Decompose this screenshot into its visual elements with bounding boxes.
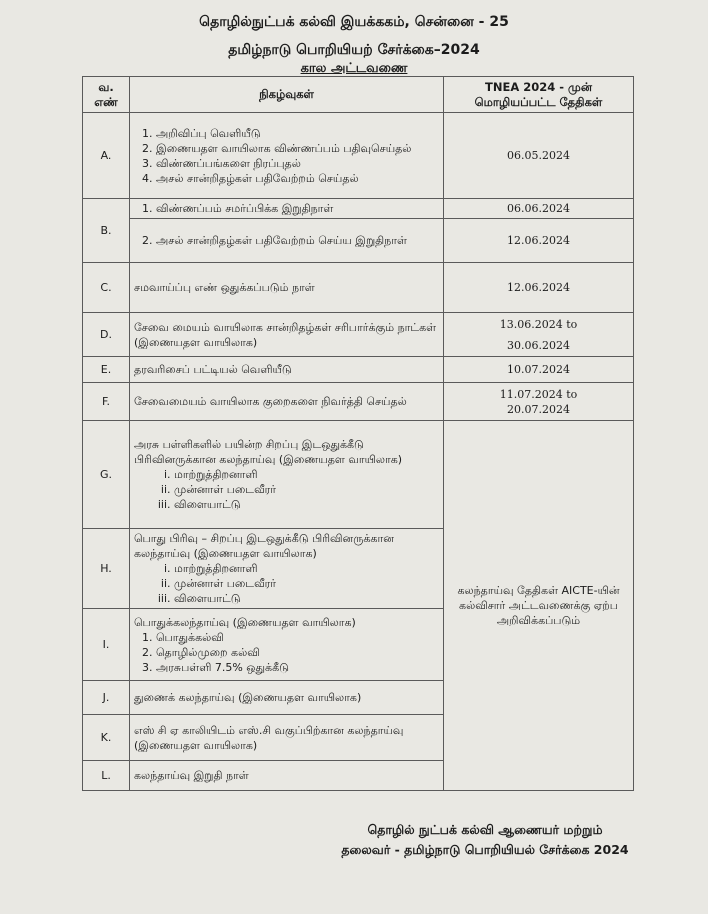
row-event-text: பொது பிரிவு – சிறப்பு இடஒதுக்கீடு பிரிவினருக்கான கலந்தாய்வு (இணையதள வாயிலாக) [134,532,394,560]
list-item: 2. தொழில்முறை கல்வி [156,645,439,660]
date-start: 11.07.2024 to [499,387,578,401]
row-code: H. [83,529,130,609]
row-event: சமவாய்ப்பு எண் ஒதுக்கப்படும் நாள் [130,263,444,313]
row-event: சேவை மையம் வாயிலாக சான்றிதழ்கள் சரிபார்க்கும் நாட்கள் (இணையதள வாயிலாக) [130,313,444,357]
list-item: i. மாற்றுத்திறனாளி [174,561,439,576]
header-sno: வ. எண் [83,77,130,113]
list-item: 2. இணையதள வாயிலாக விண்ணப்பம் பதிவுசெய்தல் [156,141,439,156]
row-event: துணைக் கலந்தாய்வு (இணையதள வாயிலாக) [130,681,444,715]
row-code: J. [83,681,130,715]
row-code: C. [83,263,130,313]
directorate-title: தொழில்நுட்பக் கல்வி இயக்ககம், சென்னை - 25 [199,14,509,30]
date-end: 30.06.2024 [507,338,570,352]
row-event: தரவரிசைப் பட்டியல் வெளியீடு [130,357,444,383]
row-date: 12.06.2024 [444,263,634,313]
row-event [130,199,444,219]
list-item: iii. விளையாட்டு [174,497,439,512]
table-row [83,263,634,313]
row-date: 10.07.2024 [444,357,634,383]
list-item: 3. அரசுபள்ளி 7.5% ஒதுக்கீடு [156,660,439,675]
row-event-text: பொதுக்கலந்தாய்வு (இணையதள வாயிலாக) [134,615,356,629]
header-date: TNEA 2024 - முன் மொழியப்பட்ட தேதிகள் [444,77,634,113]
list-item: i. மாற்றுத்திறனாளி [174,467,439,482]
date-end: 20.07.2024 [507,402,570,416]
list-item: 2. அசல் சான்றிதழ்கள் பதிவேற்றம் செய்ய இறுதிநாள் [156,233,439,248]
row-event [130,529,444,609]
header-event: நிகழ்வுகள் [130,77,444,113]
schedule-table [82,76,634,791]
row-code: L. [83,761,130,791]
row-event: எஸ் சி ஏ காலியிடம் எஸ்.சி வகுப்பிற்கான கலந்தாய்வு (இணையதள வாயிலாக) [130,715,444,761]
table-row [83,383,634,421]
row-event: சேவைமையம் வாயிலாக குறைகளை நிவர்த்தி செய்தல் [130,383,444,421]
table-row [83,113,634,199]
list-item: 1. பொதுக்கல்வி [156,630,439,645]
signatory-line-2: தலைவர் - தமிழ்நாடு பொறியியல் சேர்க்கை 2024 [341,842,629,857]
row-code: B. [83,199,130,263]
table-row [83,421,634,529]
row-date: 06.06.2024 [444,199,634,219]
row-code: A. [83,113,130,199]
row-code: F. [83,383,130,421]
row-code: K. [83,715,130,761]
table-row [83,219,634,263]
list-item: iii. விளையாட்டு [174,591,439,606]
row-event [130,113,444,199]
list-item: 1. அறிவிப்பு வெளியீடு [156,126,439,141]
row-date: 06.05.2024 [444,113,634,199]
row-date: 12.06.2024 [444,219,634,263]
table-row [83,357,634,383]
row-event: கலந்தாய்வு இறுதி நாள் [130,761,444,791]
row-event [130,421,444,529]
list-item: 1. விண்ணப்பம் சமர்ப்பிக்க இறுதிநாள் [156,201,439,216]
row-code: G. [83,421,130,529]
date-start: 13.06.2024 to [499,317,578,331]
row-event-text: அரசு பள்ளிகளில் பயின்ற சிறப்பு இடஒதுக்கீடு பிரிவினருக்கான கலந்தாய்வு (இணையதள வாயிலாக) [134,438,403,466]
counselling-dates-note: கலந்தாய்வு தேதிகள் AICTE-யின் கல்விசார் அட்டவணைக்கு ஏற்ப அறிவிக்கப்படும் [444,421,634,791]
list-item: ii. முன்னாள் படைவீரர் [174,576,439,591]
schedule-title: கால அட்டவணை [300,61,408,76]
signatory-line-1: தொழில் நுட்பக் கல்வி ஆணையர் மற்றும் [367,822,603,837]
admission-title: தமிழ்நாடு பொறியியற் சேர்க்கை–2024 [228,42,480,58]
signature-block [320,820,650,860]
row-code: D. [83,313,130,357]
table-row [83,313,634,357]
list-item: 4. அசல் சான்றிதழ்கள் பதிவேற்றம் செய்தல் [156,171,439,186]
row-date [444,383,634,421]
list-item: ii. முன்னாள் படைவீரர் [174,482,439,497]
row-date [444,313,634,357]
row-code: E. [83,357,130,383]
table-row [83,199,634,219]
row-event [130,219,444,263]
document-header [0,12,708,78]
row-event [130,609,444,681]
list-item: 3. விண்ணப்பங்களை நிரப்புதல் [156,156,439,171]
row-code: I. [83,609,130,681]
